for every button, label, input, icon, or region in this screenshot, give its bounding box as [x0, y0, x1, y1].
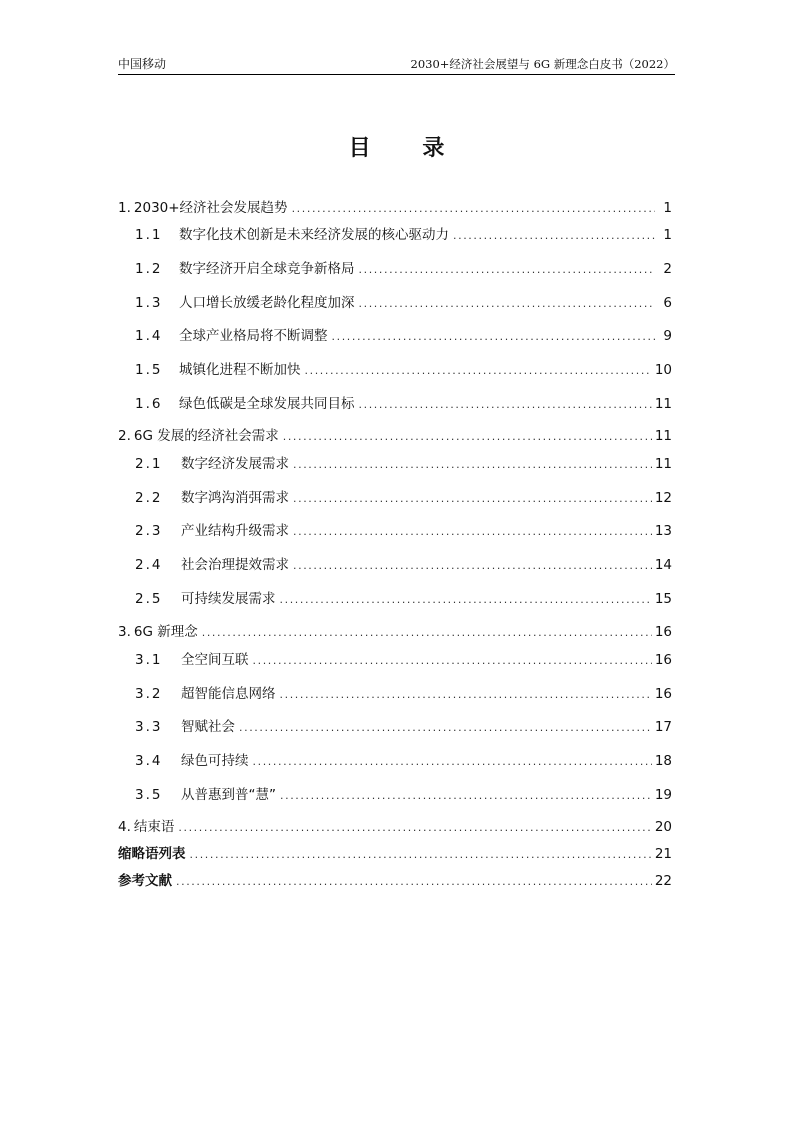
toc-entry-3-2[interactable] — [135, 684, 672, 705]
toc-entry-3[interactable] — [118, 622, 672, 643]
toc-entry-page: 1 — [663, 227, 672, 243]
toc-entry-3-4[interactable] — [135, 751, 672, 772]
toc-entry-number: 1. — [118, 200, 131, 216]
toc-dot-leader — [202, 623, 652, 643]
toc-entry-number: 1.5 — [135, 362, 163, 378]
toc-entry-title: 产业结构升级需求 — [181, 523, 289, 539]
toc-entry-title: 6G 新理念 — [133, 624, 198, 640]
toc-entry-number: 1.6 — [135, 396, 163, 412]
toc-dot-leader — [253, 752, 652, 772]
toc-dot-leader — [453, 226, 655, 246]
toc-entry-page: 12 — [654, 490, 672, 506]
toc-dot-leader — [176, 872, 652, 892]
toc-entry-title: 绿色可持续 — [181, 753, 249, 769]
toc-entry-title: 社会治理提效需求 — [181, 557, 289, 573]
toc-dot-leader — [280, 786, 652, 806]
toc-entry-3-1[interactable] — [135, 650, 672, 671]
toc-dot-leader — [280, 590, 652, 610]
toc-entry-page: 14 — [654, 557, 672, 573]
toc-dot-leader — [293, 455, 652, 475]
toc-entry-title: 数字鸿沟消弭需求 — [181, 490, 289, 506]
toc-entry-page: 11 — [654, 396, 672, 412]
toc-entry-title: 可持续发展需求 — [181, 591, 276, 607]
toc-entry-1-1[interactable] — [135, 225, 672, 246]
toc-entry-page: 11 — [654, 428, 672, 444]
toc-entry-number: 1.3 — [135, 295, 163, 311]
toc-entry-title: 数字化技术创新是未来经济发展的核心驱动力 — [179, 227, 449, 243]
toc-dot-leader — [293, 489, 652, 509]
toc-entry-title: 缩略语列表 — [118, 846, 186, 862]
toc-entry-2-3[interactable] — [135, 521, 672, 542]
toc-entry-page: 1 — [663, 200, 672, 216]
toc-dot-leader — [178, 818, 651, 838]
toc-entry-number: 1.4 — [135, 328, 163, 344]
toc-entry-page: 18 — [654, 753, 672, 769]
toc-entry-page: 16 — [654, 652, 672, 668]
toc-entry-title: 智赋社会 — [181, 719, 235, 735]
toc-dot-leader — [293, 522, 652, 542]
toc-entry-page: 11 — [654, 456, 672, 472]
header-org-name: 中国移动 — [118, 57, 167, 71]
toc-entry-number: 3.3 — [135, 719, 163, 735]
toc-dot-leader — [332, 327, 656, 347]
toc-entry-references[interactable] — [118, 871, 672, 892]
toc-entry-page: 10 — [654, 362, 672, 378]
toc-dot-leader — [292, 199, 655, 219]
toc-dot-leader — [359, 294, 656, 314]
toc-entry-page: 13 — [654, 523, 672, 539]
toc-dot-leader — [280, 685, 652, 705]
toc-entry-2-5[interactable] — [135, 589, 672, 610]
toc-entry-3-3[interactable] — [135, 717, 672, 738]
toc-entry-title: 全球产业格局将不断调整 — [179, 328, 328, 344]
toc-entry-number: 3.4 — [135, 753, 163, 769]
toc-entry-title: 全空间互联 — [181, 652, 249, 668]
toc-entry-page: 6 — [663, 295, 672, 311]
toc-dot-leader — [305, 361, 652, 381]
toc-entry-page: 2 — [663, 261, 672, 277]
toc-entry-4[interactable] — [118, 817, 672, 838]
toc-dot-leader — [190, 845, 652, 865]
toc-entry-3-5[interactable] — [135, 785, 672, 806]
toc-title: 目 录 — [348, 136, 467, 161]
header-document-title: 2030+经济社会展望与 6G 新理念白皮书（2022） — [410, 57, 675, 71]
header-divider — [118, 74, 675, 75]
toc-entry-2-2[interactable] — [135, 488, 672, 509]
toc-dot-leader — [253, 651, 652, 671]
toc-entry-1-3[interactable] — [135, 293, 672, 314]
toc-entry-page: 9 — [663, 328, 672, 344]
toc-entry-page: 22 — [654, 873, 672, 889]
toc-entry-number: 3.5 — [135, 787, 163, 803]
toc-entry-1-2[interactable] — [135, 259, 672, 280]
toc-entry-title: 6G 发展的经济社会需求 — [133, 428, 279, 444]
toc-entry-page: 15 — [654, 591, 672, 607]
toc-entry-title: 超智能信息网络 — [181, 686, 276, 702]
toc-entry-number: 1.1 — [135, 227, 163, 243]
toc-entry-number: 3. — [118, 624, 131, 640]
toc-entry-title: 数字经济发展需求 — [181, 456, 289, 472]
toc-entry-2-1[interactable] — [135, 454, 672, 475]
toc-entry-number: 2.3 — [135, 523, 163, 539]
toc-entry-title: 2030+经济社会发展趋势 — [133, 200, 288, 216]
toc-entry-1-5[interactable] — [135, 360, 672, 381]
toc-dot-leader — [239, 718, 652, 738]
page-header — [118, 55, 675, 73]
toc-entry-number: 2.2 — [135, 490, 163, 506]
toc-entry-number: 3.2 — [135, 686, 163, 702]
toc-entry-title: 城镇化进程不断加快 — [179, 362, 301, 378]
toc-entry-number: 2.4 — [135, 557, 163, 573]
toc-entry-1-4[interactable] — [135, 326, 672, 347]
toc-entry-title: 从普惠到普“慧” — [181, 787, 276, 803]
toc-entry-title: 结束语 — [133, 819, 175, 835]
toc-entry-title: 人口增长放缓老龄化程度加深 — [179, 295, 355, 311]
toc-entry-number: 2. — [118, 428, 131, 444]
toc-entry-1-6[interactable] — [135, 394, 672, 415]
toc-entry-number: 2.5 — [135, 591, 163, 607]
toc-entry-number: 3.1 — [135, 652, 163, 668]
toc-entry-page: 16 — [654, 686, 672, 702]
toc-entry-1[interactable] — [118, 198, 672, 219]
toc-entry-page: 20 — [654, 819, 672, 835]
toc-entry-title: 数字经济开启全球竞争新格局 — [179, 261, 355, 277]
toc-entry-page: 17 — [654, 719, 672, 735]
toc-entry-number: 2.1 — [135, 456, 163, 472]
toc-dot-leader — [359, 395, 652, 415]
toc-entry-page: 19 — [654, 787, 672, 803]
toc-entry-title: 参考文献 — [118, 873, 172, 889]
toc-entry-page: 21 — [654, 846, 672, 862]
toc-entry-2-4[interactable] — [135, 555, 672, 576]
toc-entry-number: 1.2 — [135, 261, 163, 277]
toc-entry-2[interactable] — [118, 426, 672, 447]
toc-entry-page: 16 — [654, 624, 672, 640]
toc-dot-leader — [283, 427, 652, 447]
toc-entry-number: 4. — [118, 819, 131, 835]
toc-entry-title: 绿色低碳是全球发展共同目标 — [179, 396, 355, 412]
toc-dot-leader — [359, 260, 656, 280]
toc-entry-abbreviations[interactable] — [118, 844, 672, 865]
toc-dot-leader — [293, 556, 652, 576]
